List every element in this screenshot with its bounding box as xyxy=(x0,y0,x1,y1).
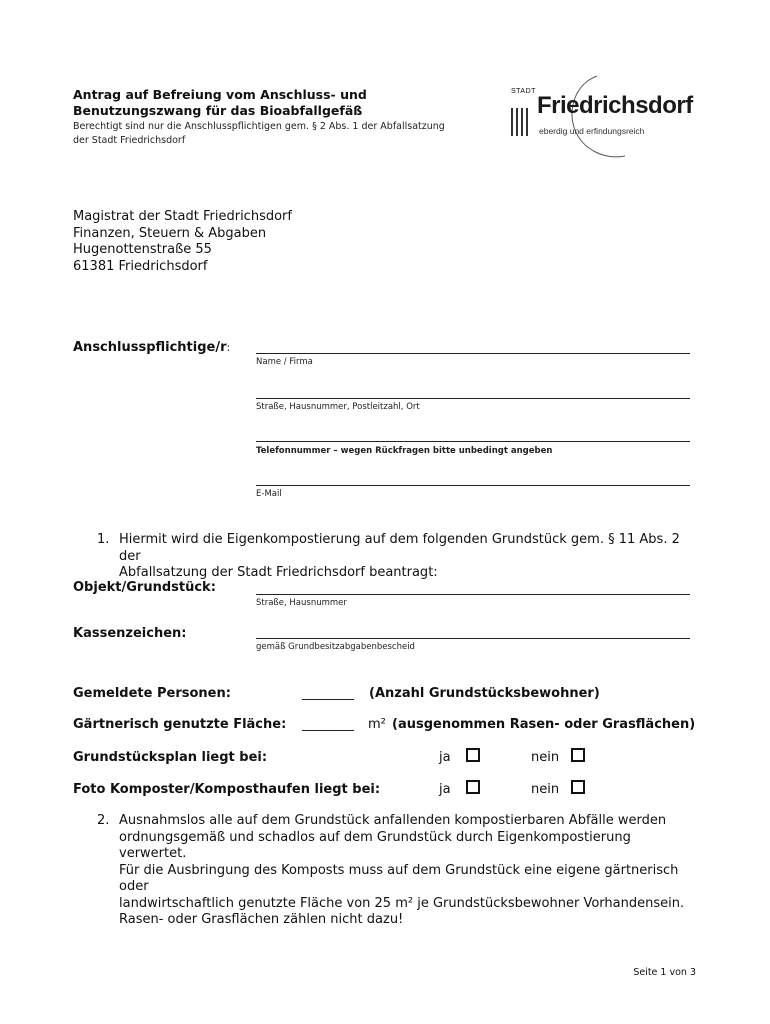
address-line-1: Magistrat der Stadt Friedrichsdorf xyxy=(73,209,292,224)
logo-tagline: eberdig und erfindungsreich xyxy=(539,126,645,136)
photo-label: Foto Komposter/Komposthaufen liegt bei: xyxy=(73,782,381,797)
garden-unit: m² xyxy=(368,717,386,732)
plan-yes-checkbox[interactable] xyxy=(466,748,480,762)
address-line-3: Hugenottenstraße 55 xyxy=(73,242,212,257)
document-title xyxy=(73,87,493,119)
item-2-paragraph xyxy=(97,813,697,929)
item-1-line-2: Abfallsatzung der Stadt Friedrichsdorf beantragt: xyxy=(119,565,438,580)
applicant-email-field[interactable] xyxy=(256,485,690,486)
item-2-line-4: landwirtschaftlich genutzte Fläche von 25 m² je Grundstücksbewohner Vorhandensein. xyxy=(119,895,685,911)
photo-yes-label: ja xyxy=(439,782,451,797)
logo-bars-icon xyxy=(511,108,531,140)
item-1-paragraph xyxy=(97,532,697,582)
property-field[interactable] xyxy=(256,594,690,595)
item-2-number: 2. xyxy=(97,813,110,828)
plan-no-label: nein xyxy=(531,750,560,765)
title-line-2: Benutzungszwang für das Bioabfallgefäß xyxy=(73,103,363,118)
recipient-address xyxy=(73,209,292,275)
property-caption: Straße, Hausnummer xyxy=(256,598,347,608)
photo-yes-checkbox[interactable] xyxy=(466,780,480,794)
cash-caption: gemäß Grundbesitzabgabenbescheid xyxy=(256,642,415,652)
cash-label: Kassenzeichen: xyxy=(73,626,187,641)
plan-no-checkbox[interactable] xyxy=(571,748,585,762)
applicant-street-field[interactable] xyxy=(256,398,690,399)
cash-field[interactable] xyxy=(256,638,690,639)
persons-field[interactable]: ________ xyxy=(302,686,354,701)
name-caption: Name / Firma xyxy=(256,357,313,367)
logo-stadt-text: STADT xyxy=(511,88,536,95)
street-caption: Straße, Hausnummer, Postleitzahl, Ort xyxy=(256,402,420,412)
applicant-label xyxy=(73,340,230,355)
item-2-line-2: ordnungsgemäß und schadlos auf dem Grundstück durch Eigenkompostierung verwertet. xyxy=(119,829,631,861)
item-1-line-1: Hiermit wird die Eigenkompostierung auf dem folgenden Grundstück gem. § 11 Abs. 2 der xyxy=(119,532,680,564)
photo-no-checkbox[interactable] xyxy=(571,780,585,794)
item-2-line-1: Ausnahmslos alle auf dem Grundstück anfallenden kompostierbaren Abfälle werden xyxy=(119,813,667,828)
garden-label: Gärtnerisch genutzte Fläche: xyxy=(73,717,287,732)
property-label: Objekt/Grundstück: xyxy=(73,580,216,595)
item-2-line-5: Rasen- oder Grasflächen zählen nicht dazu! xyxy=(119,912,404,927)
photo-no-label: nein xyxy=(531,782,560,797)
document-subtitle xyxy=(73,120,493,148)
persons-label: Gemeldete Personen: xyxy=(73,686,231,701)
persons-suffix: (Anzahl Grundstücksbewohner) xyxy=(369,686,600,701)
phone-caption: Telefonnummer – wegen Rückfragen bitte unbedingt angeben xyxy=(256,446,553,456)
garden-suffix: (ausgenommen Rasen- oder Grasflächen) xyxy=(392,717,696,732)
email-caption: E-Mail xyxy=(256,489,282,499)
address-line-2: Finanzen, Steuern & Abgaben xyxy=(73,225,267,241)
garden-field[interactable]: ________ xyxy=(302,717,354,732)
applicant-colon: : xyxy=(226,341,231,354)
subtitle-line-2: der Stadt Friedrichsdorf xyxy=(73,135,186,146)
plan-label: Grundstücksplan liegt bei: xyxy=(73,750,268,765)
address-line-4: 61381 Friedrichsdorf xyxy=(73,258,208,274)
applicant-name-field[interactable] xyxy=(256,353,690,354)
item-2-line-3: Für die Ausbringung des Komposts muss auf dem Grundstück eine eigene gärtnerisch oder xyxy=(119,862,679,894)
subtitle-line-1: Berechtigt sind nur die Anschlusspflichtigen gem. § 2 Abs. 1 der Abfallsatzung xyxy=(73,121,445,132)
logo-city-name: Friedrichsdorf xyxy=(537,92,693,119)
plan-yes-label: ja xyxy=(439,750,451,765)
page-number: Seite 1 von 3 xyxy=(633,967,696,978)
title-line-1: Antrag auf Befreiung vom Anschluss- und xyxy=(73,87,367,102)
applicant-label-text: Anschlusspflichtige/r xyxy=(73,340,227,355)
city-logo xyxy=(505,70,695,162)
applicant-phone-field[interactable] xyxy=(256,441,690,442)
item-1-number: 1. xyxy=(97,532,110,547)
